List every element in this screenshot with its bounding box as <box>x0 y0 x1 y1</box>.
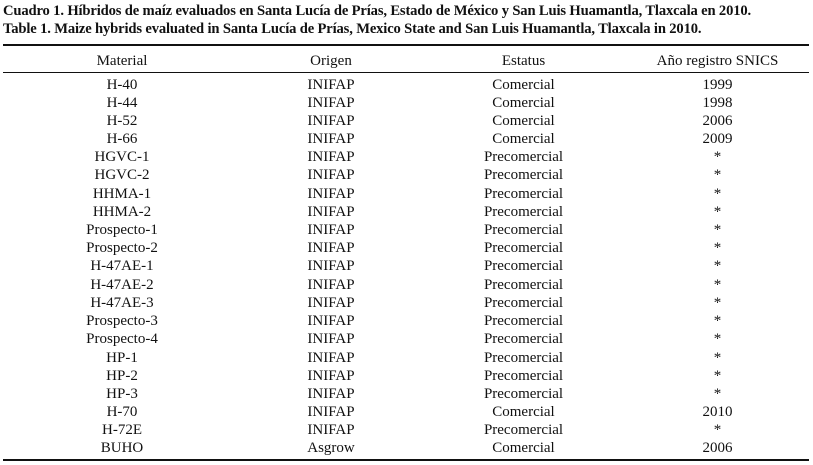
cell-estatus: Comercial <box>492 440 555 456</box>
cell-material: H-70 <box>106 404 138 420</box>
cell-origen: INIFAP <box>307 77 355 93</box>
header-material: Material <box>96 53 148 69</box>
cell-estatus: Precomercial <box>483 258 564 274</box>
cell-estatus: Precomercial <box>483 295 564 311</box>
cell-material: H-47AE-1 <box>90 258 154 274</box>
table-row <box>3 76 809 94</box>
cell-origen: INIFAP <box>307 368 355 384</box>
cell-origen: INIFAP <box>307 204 355 220</box>
cell-material: H-40 <box>106 77 138 93</box>
cell-material: HHMA-2 <box>92 204 152 220</box>
cell-origen: INIFAP <box>307 313 355 329</box>
table-row <box>3 130 809 148</box>
cell-ano-registro: * <box>713 167 722 183</box>
cell-origen: INIFAP <box>307 258 355 274</box>
table-caption <box>3 2 811 38</box>
table-row <box>3 239 809 257</box>
caption-spanish: Cuadro 1. Híbridos de maíz evaluados en Santa Lucía de Prías, Estado de México y San Luis Huamantla, Tlaxcala en 2010. <box>3 3 752 19</box>
cell-material: BUHO <box>100 440 144 456</box>
cell-estatus: Comercial <box>492 77 555 93</box>
cell-ano-registro: 2006 <box>702 440 733 456</box>
table-row <box>3 312 809 330</box>
cell-material: HGVC-1 <box>94 149 150 165</box>
cell-ano-registro: * <box>713 277 722 293</box>
cell-ano-registro: * <box>713 204 722 220</box>
cell-material: H-66 <box>106 131 138 147</box>
cell-material: HGVC-2 <box>94 167 150 183</box>
cell-origen: INIFAP <box>307 277 355 293</box>
cell-estatus: Comercial <box>492 113 555 129</box>
cell-ano-registro: * <box>713 368 722 384</box>
cell-ano-registro: 1998 <box>702 95 733 111</box>
cell-material: HP-3 <box>106 386 138 402</box>
cell-material: Prospecto-3 <box>86 313 158 329</box>
cell-estatus: Precomercial <box>483 240 564 256</box>
cell-estatus: Precomercial <box>483 204 564 220</box>
table-row <box>3 403 809 421</box>
cell-ano-registro: 1999 <box>702 77 733 93</box>
cell-ano-registro: * <box>713 422 722 438</box>
table-header-rule <box>3 72 809 73</box>
cell-origen: INIFAP <box>307 167 355 183</box>
header-estatus: Estatus <box>501 53 546 69</box>
cell-estatus: Precomercial <box>483 277 564 293</box>
table-row <box>3 294 809 312</box>
cell-ano-registro: 2009 <box>702 131 733 147</box>
cell-material: H-52 <box>106 113 138 129</box>
cell-estatus: Precomercial <box>483 386 564 402</box>
header-ano-registro: Año registro SNICS <box>656 53 779 69</box>
cell-origen: INIFAP <box>307 386 355 402</box>
cell-origen: INIFAP <box>307 222 355 238</box>
table-bottom-rule <box>3 459 809 461</box>
table-row <box>3 94 809 112</box>
cell-estatus: Precomercial <box>483 350 564 366</box>
cell-material: H-47AE-2 <box>90 277 154 293</box>
table-row <box>3 166 809 184</box>
cell-origen: INIFAP <box>307 240 355 256</box>
cell-origen: INIFAP <box>307 331 355 347</box>
table-row <box>3 221 809 239</box>
header-origen: Origen <box>310 53 352 69</box>
cell-estatus: Precomercial <box>483 149 564 165</box>
table-row <box>3 439 809 457</box>
cell-estatus: Precomercial <box>483 186 564 202</box>
cell-origen: INIFAP <box>307 422 355 438</box>
cell-origen: INIFAP <box>307 149 355 165</box>
cell-ano-registro: * <box>713 386 722 402</box>
cell-ano-registro: * <box>713 331 722 347</box>
cell-origen: Asgrow <box>307 440 355 456</box>
cell-material: Prospecto-4 <box>86 331 158 347</box>
table-row <box>3 203 809 221</box>
cell-origen: INIFAP <box>307 95 355 111</box>
cell-ano-registro: * <box>713 186 722 202</box>
cell-ano-registro: * <box>713 240 722 256</box>
cell-material: Prospecto-1 <box>86 222 158 238</box>
caption-english: Table 1. Maize hybrids evaluated in Santa Lucía de Prías, Mexico State and San Luis Huamantla, Tlaxcala in 2010. <box>3 21 702 37</box>
table-row <box>3 257 809 275</box>
cell-ano-registro: * <box>713 350 722 366</box>
cell-estatus: Precomercial <box>483 222 564 238</box>
cell-origen: INIFAP <box>307 295 355 311</box>
cell-ano-registro: * <box>713 149 722 165</box>
cell-estatus: Precomercial <box>483 331 564 347</box>
cell-ano-registro: 2006 <box>702 113 733 129</box>
cell-material: H-47AE-3 <box>90 295 154 311</box>
cell-ano-registro: 2010 <box>702 404 733 420</box>
table-row <box>3 385 809 403</box>
table-top-rule <box>3 44 809 46</box>
cell-estatus: Precomercial <box>483 313 564 329</box>
cell-origen: INIFAP <box>307 186 355 202</box>
table-row <box>3 349 809 367</box>
table-row <box>3 112 809 130</box>
cell-estatus: Comercial <box>492 131 555 147</box>
cell-ano-registro: * <box>713 222 722 238</box>
cell-origen: INIFAP <box>307 350 355 366</box>
cell-estatus: Comercial <box>492 404 555 420</box>
cell-material: H-72E <box>102 422 142 438</box>
cell-origen: INIFAP <box>307 131 355 147</box>
cell-estatus: Precomercial <box>483 368 564 384</box>
cell-estatus: Precomercial <box>483 422 564 438</box>
cell-ano-registro: * <box>713 313 722 329</box>
table-row <box>3 421 809 439</box>
table-row <box>3 148 809 166</box>
cell-ano-registro: * <box>713 295 722 311</box>
cell-ano-registro: * <box>713 258 722 274</box>
cell-material: HP-1 <box>106 350 138 366</box>
table-row <box>3 367 809 385</box>
cell-material: H-44 <box>106 95 138 111</box>
cell-material: Prospecto-2 <box>86 240 158 256</box>
cell-origen: INIFAP <box>307 404 355 420</box>
cell-material: HHMA-1 <box>92 186 152 202</box>
cell-origen: INIFAP <box>307 113 355 129</box>
table-row <box>3 330 809 348</box>
table-row <box>3 276 809 294</box>
table-row <box>3 185 809 203</box>
cell-estatus: Precomercial <box>483 167 564 183</box>
table-header-row <box>3 52 809 70</box>
cell-estatus: Comercial <box>492 95 555 111</box>
cell-material: HP-2 <box>106 368 138 384</box>
